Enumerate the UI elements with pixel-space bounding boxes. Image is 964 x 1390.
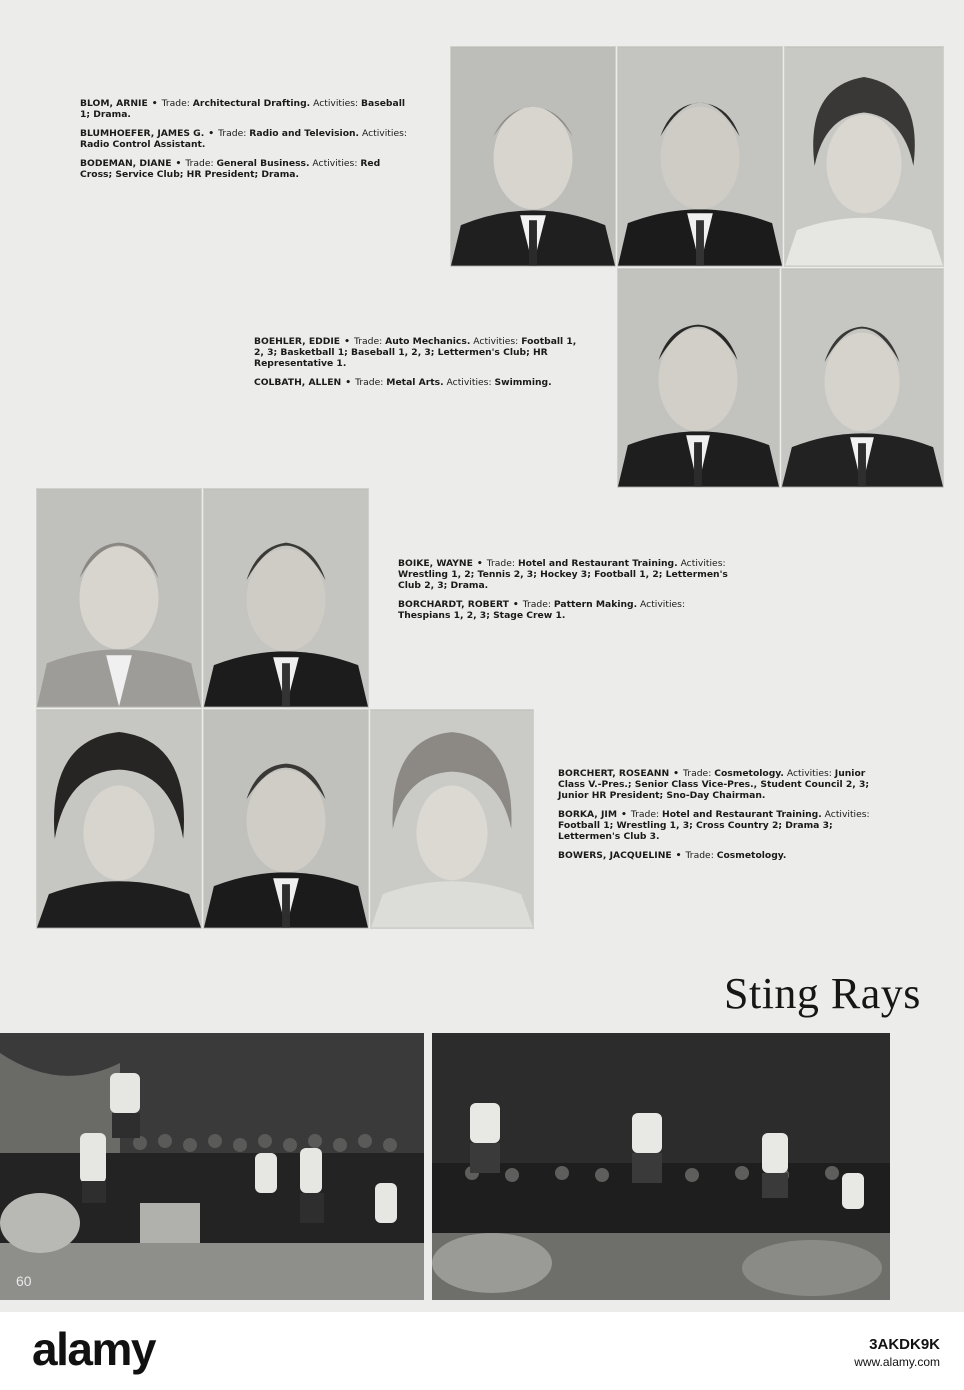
page-number: 60 bbox=[16, 1273, 32, 1289]
portrait-svg bbox=[782, 269, 943, 487]
entry-blom: BLOM, ARNIE • Trade: Architectural Drafting. Activities: Baseball 1; Drama. bbox=[80, 98, 406, 120]
bio-group-4 bbox=[558, 768, 892, 869]
entry-boehler: BOEHLER, EDDIE • Trade: Auto Mechanics. Activities: Football 1, 2, 3; Basketball 1; Baseball 1, 2, 3; Lettermen's Club; HR Representative 1. bbox=[254, 336, 577, 369]
portrait-svg bbox=[204, 489, 368, 707]
bio-group-2 bbox=[254, 336, 588, 396]
entry-blumhoefer: BLUMHOEFER, JAMES G. • Trade: Radio and Television. Activities: Radio Control Assistant. bbox=[80, 128, 407, 150]
portrait-svg bbox=[37, 489, 201, 707]
entry-borka: BORKA, JIM • Trade: Hotel and Restaurant Training. Activities: Football 1; Wrestling 1, 3; Cross Country 2; Drama 3; Lettermen's Club 3. bbox=[558, 809, 870, 842]
portrait-svg bbox=[37, 710, 201, 928]
activity-scene-svg bbox=[432, 1033, 890, 1300]
portrait-photo bbox=[617, 46, 783, 267]
activity-scene-svg bbox=[0, 1033, 424, 1300]
entry-borchardt: BORCHARDT, ROBERT • Trade: Pattern Making. Activities: Thespians 1, 2, 3; Stage Crew 1. bbox=[398, 599, 686, 621]
portrait-svg bbox=[371, 710, 533, 928]
image-code: 3AKDK9K bbox=[869, 1336, 940, 1353]
entry-colbath: COLBATH, ALLEN • Trade: Metal Arts. Activities: Swimming. bbox=[254, 377, 552, 388]
bio-group-1 bbox=[80, 98, 414, 188]
source-url: www.alamy.com bbox=[854, 1355, 940, 1369]
entry-borchert: BORCHERT, ROSEANN • Trade: Cosmetology. Activities: Junior Class V.-Pres.; Senior Class Vice-Pres., Student Council 2, 3; Junior HR President; Sno-Day Chairman. bbox=[558, 768, 870, 801]
image-id-block bbox=[854, 1336, 940, 1369]
activity-photo-left bbox=[0, 1033, 424, 1300]
portrait-svg bbox=[618, 47, 782, 266]
portrait-photo bbox=[203, 709, 369, 929]
portrait-photo bbox=[450, 46, 616, 267]
activity-photo-right bbox=[432, 1033, 890, 1300]
portrait-photo bbox=[36, 709, 202, 929]
portrait-svg bbox=[618, 269, 779, 487]
alamy-logo: alamy bbox=[32, 1323, 155, 1375]
portrait-photo bbox=[36, 488, 202, 708]
portrait-svg bbox=[451, 47, 615, 266]
portrait-svg bbox=[204, 710, 368, 928]
portrait-photo bbox=[203, 488, 369, 708]
entry-bowers: BOWERS, JACQUELINE • Trade: Cosmetology. bbox=[558, 850, 787, 861]
bio-group-3 bbox=[398, 558, 732, 629]
entry-bodeman: BODEMAN, DIANE • Trade: General Business. Activities: Red Cross; Service Club; HR President; Drama. bbox=[80, 158, 381, 180]
section-title: Sting Rays bbox=[724, 969, 921, 1018]
portrait-photo bbox=[781, 268, 944, 488]
entry-boike: BOIKE, WAYNE • Trade: Hotel and Restaurant Training. Activities: Wrestling 1, 2; Tennis 2, 3; Hockey 3; Football 1, 2; Lettermen's Club 2, 3; Drama. bbox=[398, 558, 728, 591]
portrait-svg bbox=[785, 47, 943, 266]
portrait-photo bbox=[370, 709, 534, 929]
portrait-photo bbox=[784, 46, 944, 267]
portrait-photo bbox=[617, 268, 780, 488]
